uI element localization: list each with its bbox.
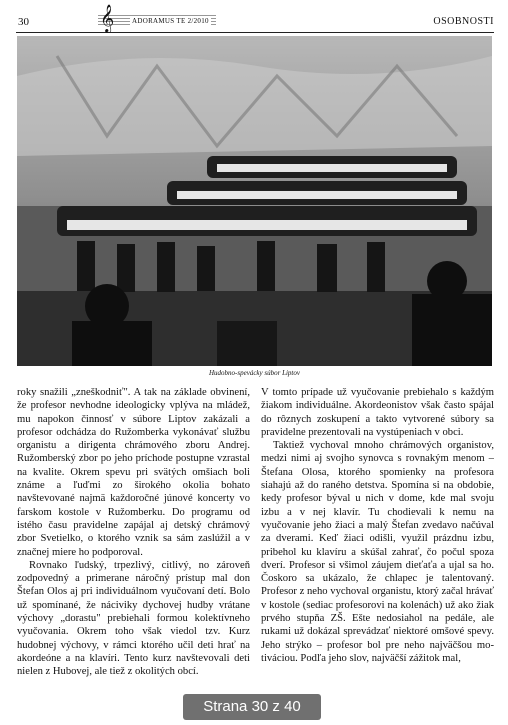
- page-indicator: Strana 30 z 40: [183, 694, 321, 720]
- right-text-column: [261, 386, 494, 721]
- section-title: OSOBNOSTI: [433, 16, 494, 27]
- paragraph: Rovnako ľudský, trpezlivý, citlivý, no zároveň zodpovedný a primerane náročný prístup mal don Štefan Olos aj pri individuálnom vyučovaní detí. Bolo už spomínané, že náciviky dychovej hudby vrátane výchovy „dorastu" prebiehali formou kolektívneho vyučovania. Okrem toho však viedol tzv. Kurz hudobnej výchovy, v rámci ktorého učil deti hrať na akordeóne a na klavíri. Tento kurz navštevovali deti nielen z Hubovej, ale tiež z okolitých obcí.: [17, 559, 250, 678]
- journal-title: ADORAMUS TE 2/2010: [132, 17, 209, 25]
- paragraph: roky snažili „zneškodniť". A tak na základe obvinení, že profesor nevhodne ideologicky vplýva na mládež, mu napokon činnosť v súbore Liptov zakázali a profesor odchádza do Ružomberka vykonávať službu organistu a dirigenta chrámového zboru Andrej. Ružomberský zbor po jeho príchode postupne vzrastal na kvalite. Okrem spevu pri svätých omšiach boli známe a ľuďmi zo širokého okolia bohato navštevované najmä každoročné júnové koncerty vo farskom kostole v Ružomberku. Do programu od istého času pravidelne zapájal aj detský chrámový zbor Svetielko, o ktorého vznik sa sám zaslúžil a v značnej miere ho podporoval.: [17, 387, 250, 558]
- page-number: 30: [18, 16, 29, 28]
- left-text-column: [17, 386, 250, 721]
- paragraph: Taktiež vychoval mnoho chrámových organistov, medzi nimi aj svojho synovca s rovnakým menom – Štefana Olosa, ktorého spomienky na profesora siahajú až do raného detstva. Spomína si na obdobie, kedy profesor býval u nich v dome, kde mal svoju izbu a v nej klavír. Tu chodievali k nemu na vyučovanie jeho žiaci a malý Štefan zvedavo načúval za dverami. Keď žiaci odišli, využil prázdnu izbu, pribehol ku klavíru a skúšal zahrať, čo počul spoza dverí. Profesor si všimol záujem dieťaťa a ujal sa ho. Čoskoro sa ukázalo, že chlapec je talentovaný. Profesor z neho vychoval organistu, ktorý začal hrávať v kostole (sediac profesorovi na kolenách) už ako žiak prvého stupňa ZŠ. Ešte nedosiahol na pedále, ale rukami už dokázal sprevádzať niektoré omšové spevy. Jeho strýko – profesor bol pre neho najväčšou motiváciou. Podľa jeho slov, najväčší zážitok mal,: [261, 440, 494, 664]
- page-header: [16, 4, 494, 33]
- paragraph: V tomto prípade už vyučovanie prebiehalo s každým žiakom individuálne. Akordeonistov však často spájal do rôznych zoskupení a takto vytvorené súbory sa pravidelne prezentovali na vystúpeniach v obci.: [261, 387, 494, 438]
- photo-caption: Hudobno-spevácky súbor Liptov: [209, 369, 300, 377]
- choir-photo: [17, 36, 492, 366]
- treble-clef-icon: 𝄞: [100, 4, 115, 32]
